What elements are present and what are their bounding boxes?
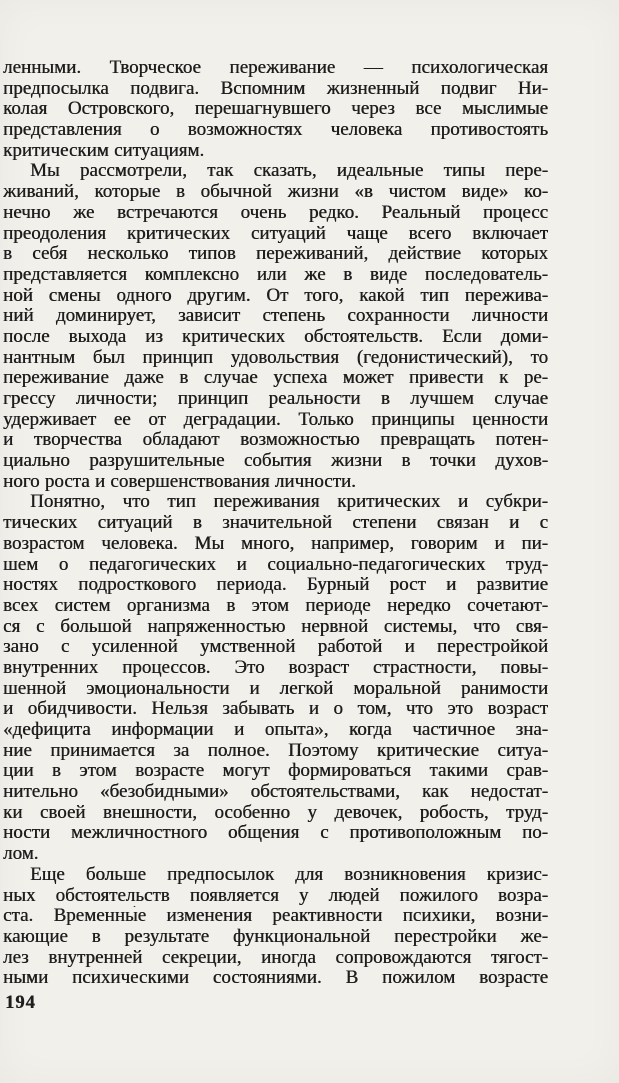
text-line: шенной эмоциональности и легкой моральной ранимости <box>3 678 548 699</box>
text-block <box>3 58 548 989</box>
text-line: циально разрушительные события жизни в точки духов- <box>3 451 548 472</box>
text-line: нительно «безобидными» обстоятельствами, как недостат- <box>3 782 548 803</box>
paragraph <box>3 161 548 492</box>
text-line: ние принимается за полное. Поэтому критические ситуа- <box>3 740 548 761</box>
text-line: ности межличностного общения с противоположным по- <box>3 823 548 844</box>
text-line: преодоления критических ситуаций чаще всего включает <box>3 223 548 244</box>
text-line: тических ситуаций в значительной степени связан и с <box>3 513 548 534</box>
text-line: нантным был принцип удовольствия (гедонистический), то <box>3 347 548 368</box>
text-line: шем о педагогических и социально-педагогических труд- <box>3 554 548 575</box>
text-line: ного роста и совершенствования личности. <box>3 471 356 492</box>
text-line: всех систем организма в этом периоде нередко сочетают- <box>3 595 548 616</box>
text-line: Мы рассмотрели, так сказать, идеальные типы пере- <box>30 161 548 182</box>
text-line: нечно же встречаются очень редко. Реальный процесс <box>3 202 548 223</box>
text-line: колая Островского, перешагнувшего через все мыслимые <box>3 99 548 120</box>
text-line: ции в этом возрасте могут формироваться такими срав- <box>3 761 548 782</box>
text-line: внутренних процессов. Это возраст страстности, повы- <box>3 657 548 678</box>
text-line: представляется комплексно или же в виде последователь- <box>3 264 548 285</box>
text-line: Еще больше предпосылок для возникновения кризис- <box>30 864 548 885</box>
paragraph <box>3 492 548 864</box>
text-line: ностях подросткового периода. Бурный рост и развитие <box>3 575 548 596</box>
text-line: ных обстоятельств появляется у людей пожилого возра- <box>3 885 548 906</box>
text-line: лез внутренней секреции, иногда сопровождаются тягост- <box>3 947 548 968</box>
text-line: «дефицита информации и опыта», когда частичное зна- <box>3 720 548 740</box>
text-line: представления о возможностях человека противостоять <box>3 120 548 141</box>
text-line: ными психическими состояниями. В пожилом возрасте <box>3 968 548 989</box>
text-line: и творчества обладают возможностью превращать потен- <box>3 430 548 451</box>
text-line: критическим ситуациям. <box>3 140 205 161</box>
text-line: после выхода из критических обстоятельств. Если доми- <box>3 326 548 347</box>
text-line: Понятно, что тип переживания критических и субкри- <box>30 492 548 513</box>
text-line: зано с усиленной умственной работой и перестройкой <box>3 637 548 658</box>
text-line: ленными. Творческое переживание — психологическая <box>3 58 548 78</box>
page-number: 194 <box>5 992 36 1013</box>
text-line: живаний, которые в обычной жизни «в чистом виде» ко- <box>3 182 548 203</box>
paragraph <box>3 58 548 161</box>
text-line: ки своей внешности, особенно у девочек, робость, труд- <box>3 802 548 823</box>
text-line: ной смены одного другим. От того, какой тип пережива- <box>3 285 548 306</box>
text-line: ний доминирует, зависит степень сохранности личности <box>3 306 548 327</box>
text-line: и обидчивости. Нельзя забывать и о том, что это возраст <box>3 699 548 720</box>
paragraph <box>3 865 548 989</box>
text-line: переживание даже в случае успеха может привести к ре- <box>3 368 548 389</box>
text-line: лом. <box>3 844 39 865</box>
text-line: предпосылка подвига. Вспомним жизненный подвиг Ни- <box>3 78 548 99</box>
text-line: в себя несколько типов переживаний, действие которых <box>3 244 548 265</box>
text-line: удерживает ее от деградации. Только принципы ценности <box>3 409 548 430</box>
text-line: возрастом человека. Мы много, например, говорим и пи- <box>3 533 548 554</box>
text-line: ся с большой напряженностью нервной системы, что свя- <box>3 616 548 637</box>
text-line: кающие в результате функциональной перестройки же- <box>3 926 548 947</box>
text-line: грессу личности; принцип реальности в лучшем случае <box>3 389 548 409</box>
text-line: ста. Временны́е изменения реактивности психики, возни- <box>3 906 548 927</box>
